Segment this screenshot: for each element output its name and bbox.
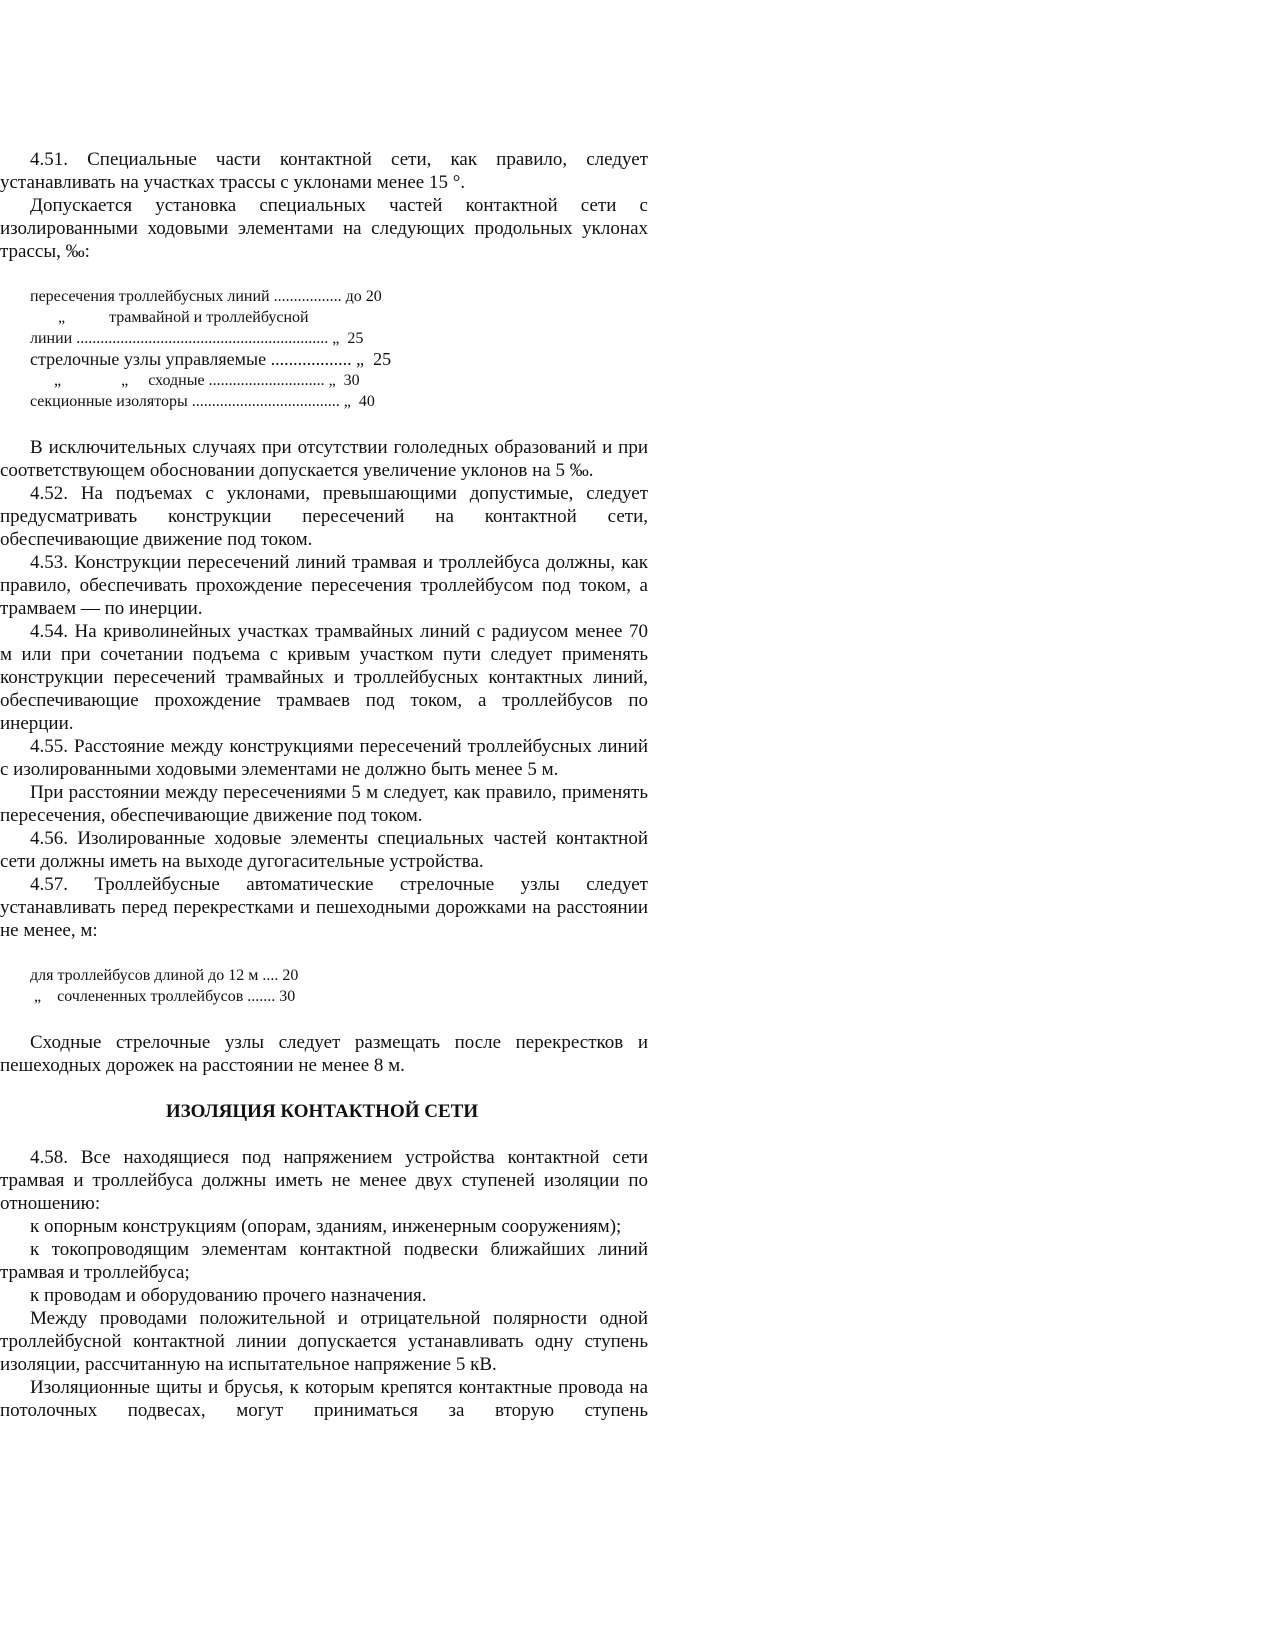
paragraph-slopes-intro: Допускается установка специальных частей контактной сети с изолированными ходовыми элементами на следующих продольных уклонах трассы, ‰: <box>0 195 648 262</box>
list-item: для троллейбусов длиной до 12 м .... 20 <box>30 967 299 984</box>
paragraph-4-57: 4.57. Троллейбусные автоматические стрелочные узлы следует устанавливать перед перекрестками и пешеходными дорожками на расстоянии не менее, м: <box>0 874 648 941</box>
list-item: „ трамвайной и троллейбусной <box>30 309 309 326</box>
list-item: „ „ сходные ............................. „ 30 <box>30 372 360 389</box>
paragraph-insulating-shields: Изоляционные щиты и брусья, к которым крепятся контактные провода на потолочных подвесах, могут приниматься за вторую ступень <box>0 1377 648 1421</box>
paragraph-4-53: 4.53. Конструкции пересечений линий трамвая и троллейбуса должны, как правило, обеспечивать прохождение пересечения троллейбусом под током, а трамваем — по инерции. <box>0 552 648 619</box>
list-item: линии ............................................................... „ 25 <box>30 330 364 347</box>
paragraph-other-wires: к проводам и оборудованию прочего назначения. <box>30 1285 427 1306</box>
paragraph-4-54: 4.54. На криволинейных участках трамвайных линий с радиусом менее 70 м или при сочетании подъема с кривым участком пути следует применять конструкции пересечений трамвайных и троллейбусных контактных линий, обеспечивающие прохождение трамваев под током, а троллейбусов по инерции. <box>0 621 648 734</box>
paragraph-switch-placement: Сходные стрелочные узлы следует размещать после перекрестков и пешеходных дорожек на расстоянии не менее 8 м. <box>0 1032 648 1076</box>
distance-list <box>0 965 648 1007</box>
paragraph-4-55: 4.55. Расстояние между конструкциями пересечений троллейбусных линий с изолированными ходовыми элементами не должно быть менее 5 м. <box>0 736 648 780</box>
list-item: секционные изоляторы ..................................... „ 40 <box>30 393 375 410</box>
paragraph-exceptional-cases: В исключительных случаях при отсутствии гололедных образований и при соответствующем обосновании допускается увеличение уклонов на 5 ‰. <box>0 437 648 481</box>
paragraph-support-structures: к опорным конструкциям (опорам, зданиям, инженерным сооружениям); <box>30 1216 622 1237</box>
list-item: стрелочные узлы управляемые .................. „ 25 <box>30 349 392 369</box>
paragraph-4-52: 4.52. На подъемах с уклонами, превышающими допустимые, следует предусматривать конструкции пересечений на контактной сети, обеспечивающие движение под током. <box>0 483 648 550</box>
paragraph-4-56: 4.56. Изолированные ходовые элементы специальных частей контактной сети должны иметь на выходе дугогасительные устройства. <box>0 828 648 872</box>
document-page <box>0 148 648 1422</box>
paragraph-conductive-elements: к токопроводящим элементам контактной подвески ближайших линий трамвая и троллейбуса; <box>0 1239 648 1283</box>
paragraph-distance-5m: При расстоянии между пересечениями 5 м следует, как правило, применять пересечения, обеспечивающие движение под током. <box>0 782 648 826</box>
section-heading: ИЗОЛЯЦИЯ КОНТАКТНОЙ СЕТИ <box>165 1101 479 1122</box>
paragraph-4-58: 4.58. Все находящиеся под напряжением устройства контактной сети трамвая и троллейбуса должны иметь не менее двух ступеней изоляции по отношению: <box>0 1147 648 1214</box>
paragraph-polarity: Между проводами положительной и отрицательной полярности одной троллейбусной контактной линии допускается устанавливать одну ступень изоляции, рассчитанную на испытательное напряжение 5 кВ. <box>0 1308 648 1375</box>
list-item: пересечения троллейбусных линий ................. до 20 <box>30 288 382 305</box>
paragraph-4-51: 4.51. Специальные части контактной сети, как правило, следует устанавливать на участках трассы с уклонами менее 15 °. <box>0 149 648 193</box>
list-item: „ сочлененных троллейбусов ....... 30 <box>30 988 296 1005</box>
slope-list <box>0 286 648 412</box>
